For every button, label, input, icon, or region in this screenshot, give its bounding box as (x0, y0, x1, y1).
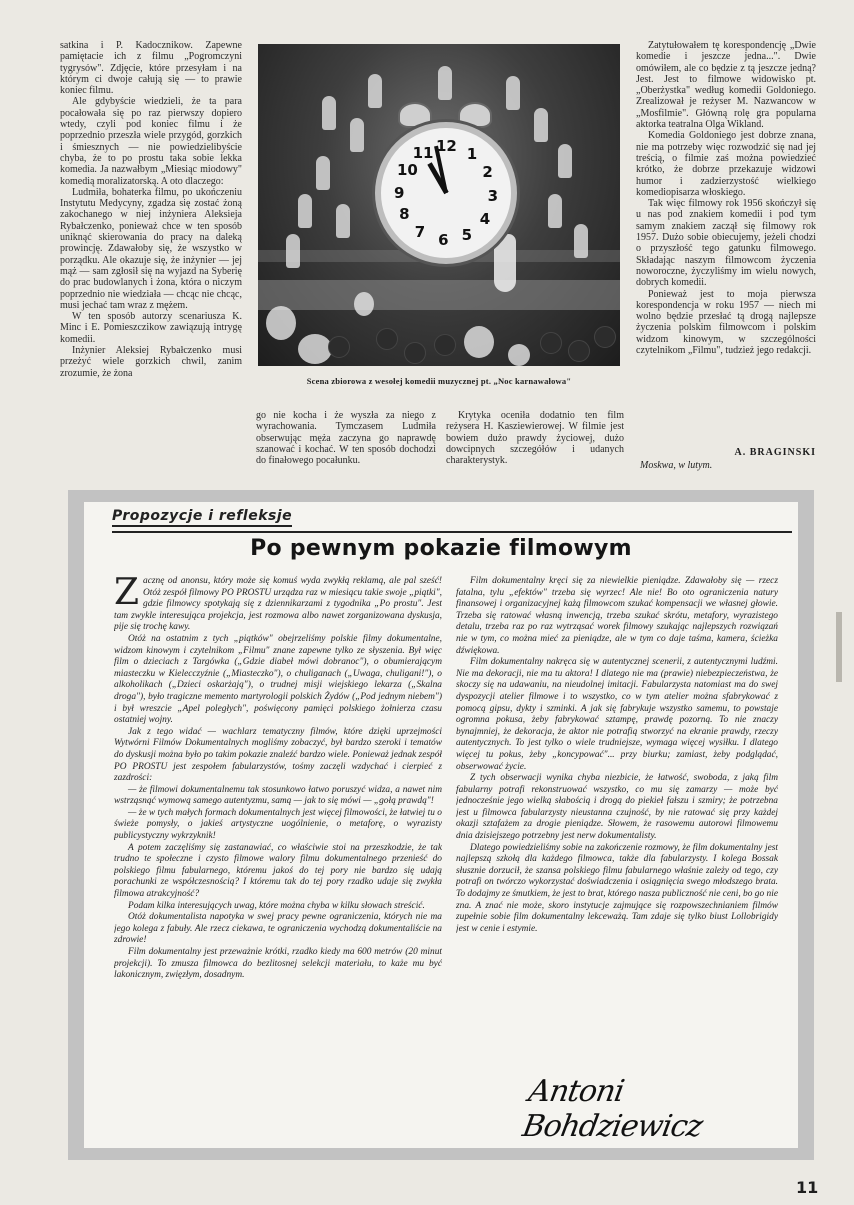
paragraph: Podam kilka interesujących uwag, które można chyba w kilku słowach streścić. (128, 900, 425, 911)
paragraph: Zacznę od anonsu, który może się komuś wyda zwykłą reklamą, ale pal sześć! Otóż zespół filmowy PO PROSTU urządza raz w miesiącu takie swoje „piątki", gdzie filmowcy spotykają się z dziennikarzami z tygodnika „Po prostu". Jest tam zwykle interesująca projekcja, jest rozmowa albo nawet zorganizowana dyskusja, pije się trochę kawy. (114, 576, 442, 633)
paragraph: — że filmowi dokumentalnemu tak stosunkowo łatwo poruszyć widza, a nawet nim wstrząsnąć wymową samego autentyzmu, samą — jak to się mówi — „gołą prawdą"! (114, 784, 442, 807)
clock-number: 11 (412, 143, 434, 162)
boxed-article-right-column (456, 576, 778, 1006)
article-headline: Po pewnym pokazie filmowym (250, 536, 632, 561)
clock-number: 7 (414, 223, 426, 241)
clock-number: 2 (482, 163, 493, 182)
top-article-right-column (636, 40, 816, 450)
paragraph: Otóż dokumentalista napotyka w swej pracy pewne ograniczenia, których nie ma jego kolega z fabuły. Ale rzecz ciekawa, te ograniczenia wychodzą dokumentaliście na zdrowie! (114, 912, 442, 946)
rubric-underline (112, 531, 792, 533)
paragraph: Film dokumentalny kręci się za niewielkie pieniądze. Zdawałoby się — rzecz fatalna, tylu „efektów" trzeba się wyrzec! Ale nie! Bo oto ograniczenia natury finansowej i organizacyjnej każą filmowcom szukać kompensacji we własnej głowie. Trzeba się ratować własną inwencją, trzeba szukać skrótu, metafory, wyrazistego detalu, trzeba raz po raz wytrząsać worek filmowy szukając najlepszych rozwiązań nie w tym, co można mieć za pieniądze, ale w tym co daje taśma, kamera, ścieżka dźwiękowa. (456, 576, 778, 656)
clock-number: 5 (461, 225, 473, 244)
page-number: 11 (796, 1178, 819, 1197)
paragraph: Otóż na ostatnim z tych „piątków" obejrzeliśmy polskie filmy dokumentalne, widzom kinowym i czytelnikom „Filmu" znane zapewne tylko ze słyszenia. Był więc film o dzieciach z Targówka („Gdzie diabeł mówi dobranoc"), o obumierającym miasteczku w Kielecczyźnie („Miasteczko"), o chuliganach („Uwaga, chuligani!"), o alkoholikach („Dzieci oskarżają"), o trudnej misji wiejskiego lekarza („Skalna droga"), było tragiczne memento martyrologii polskich Żydów („Pod jednym niebem") i był wreszcie „Apel poległych", poświęcony pamięci polskiego żołnierza czasu ostatniej wojny. (114, 633, 442, 726)
paragraph: Ponieważ jest to moja pierwsza korespondencja w roku 1957 — niech mi wolno będzie przesłać tą drogą najlepsze życzenia polskim filmowcom i polskim widzom kinowym, w szczególności czytelnikom „Filmu", tudzież jego redakcji. (636, 288, 816, 357)
paragraph: Dlatego powiedzieliśmy sobie na zakończenie rozmowy, że film dokumentalny jest najlepszą szkołą dla każdego filmowca, także dla fabularzysty. I kolega Bossak słusznie dorzucił, że szansa polskiego filmu fabularnego właśnie zależy od tego, czy potrafi on twórczo wykorzystać doświadczenia i osiągnięcia swego młodszego brata. To dodajmy ze śmutkiem, że jest to brat, którego nasza publiczność nie ceni, bo go nie zna. A znać nie może, skoro instytucje zajmujące się rozpowszechnianiem filmów zupełnie sobie film dokumentalny lekceważą. Tam zdaje się tylko biust Lollobrigidy jest w cenie i estymie. (456, 842, 778, 934)
clock-prop (375, 122, 517, 264)
clock-number: 3 (487, 186, 499, 205)
paragraph: A potem zaczęliśmy się zastanawiać, co właściwie stoi na przeszkodzie, że tak trudno te społeczne i czysto filmowe walory filmu dokumentalnego przenieść do polskiego filmu fabularnego, któremu jakoś do tej pory nie bardzo się udają porachunki ze współczesnością? I któremu tak do tej pory rzadko udaje się zwykła filmowa atrakcyjność? (114, 842, 442, 900)
paragraph: Z tych obserwacji wynika chyba niezbicie, że łatwość, swoboda, z jaką film fabularny potrafi rekonstruować wszystko, co mu się zamarzy — może być jednocześnie jego wielką słabością i drogą do piekieł fałszu i szmiry; że potrzebna jest u filmowca fabularzysty nieustanna czujność, by nie ratować się przy każdej okazji sztafażem za drogie pieniądze. Słowem, że rasowemu autorowi filmowemu dnia dzisiejszego potrzebny jest nerw dokumentalisty. (456, 773, 778, 842)
clock-number: 8 (399, 204, 410, 223)
top-article-left-column (60, 40, 242, 480)
paragraph: Zatytułowałem tę korespondencję „Dwie komedie i jeszcze jedna...". Dwie omówiłem, ale co będzie z tą jeszcze jedną? Jest. Jest to filmowe widowisko pt. „Oberżystka" według komedii Goldoniego. Zrealizował je reżyser M. Nazwancow w „Mosfilmie". Główną rolę gra popularna aktorka teatralna Olga Wikland. (636, 40, 816, 131)
top-article-mid-column-2 (446, 410, 624, 480)
boxed-article-left-column (114, 576, 442, 1136)
paragraph: Jak z tego widać — wachlarz tematyczny filmów, które dzięki uprzejmości Wytwórni Filmów Dokumentalnych mogliśmy zobaczyć, był bardzo szeroki i tematów do dyskusji można było po takim pokazie znaleźć bardzo wiele. Ponieważ jednak zespół PO PROSTU jest zespołem fabularzystów, tośmy zaczęli wzdychać i cierpieć z zazdrości: (114, 726, 442, 784)
paragraph: go nie kocha i że wyszła za niego z wyrachowania. Tymczasem Ludmiła obserwując męża zaczyna go naprawdę szanować i kochać. W ten sposób dochodzi do finałowego pocałunku. (256, 410, 436, 467)
place-date: Moskwa, w lutym. (640, 460, 713, 471)
clock-number: 10 (397, 160, 418, 179)
clock-number: 6 (438, 230, 449, 249)
paragraph: Komedia Goldoniego jest dobrze znana, nie ma potrzeby więc rozwodzić się nad jej treścią, o filmie zaś można powiedzieć krótko, że dobrze przekazuje widzowi humor i zadzierzystość wielkiego komediopisarza włoskiego. (636, 130, 816, 198)
clock-number: 1 (466, 145, 478, 163)
page-edge-mark (836, 612, 842, 682)
author-signature (636, 446, 816, 472)
paragraph: Film dokumentalny jest przeważnie krótki, rzadko kiedy ma 600 metrów (20 minut projekcji). To zmusza filmowca do bezlitosnej selekcji materiału, to każe mu być lakonicznym, zwięzłym, dosadnym. (114, 947, 442, 981)
paragraph: W ten sposób autorzy scenariusza K. Minc i E. Pomieszczikow zawiązują intrygę komedii. (60, 311, 242, 345)
top-article-mid-column-1 (256, 410, 436, 480)
clock-number: 4 (479, 210, 491, 228)
paragraph: — że w tych małych formach dokumentalnych jest więcej filmowości, że łatwiej tu o świeże pomysły, o jakieś artystyczne uogólnienie, o metaforę, o wyrazisty publicystyczny wykrzyknik! (114, 807, 442, 842)
handwritten-signature: Antoni Bohdziewicz (519, 1074, 705, 1144)
paragraph: Ale gdybyście wiedzieli, że ta para pocałowała się po raz pierwszy dopiero wtedy, czyli pod koniec filmu i że poprzednio przeszła wiele przygód, gorzkich i śmiesznych — nie powiedzielibyście chyba, że to po prostu taka sobie lekka komedia. Ja nazwałbym „Miesiąc miodowy" komedią moralizatorską. A oto dlaczego: (60, 96, 242, 187)
paragraph: Inżynier Aleksiej Rybałczenko musi przeżyć wiele gorzkich chwil, zanim zrozumie, że żona (60, 345, 242, 379)
photo-caption: Scena zbiorowa z wesołej komedii muzycznej pt. „Noc karnawałowa" (306, 376, 572, 386)
rubric-title: Propozycje i refleksje (112, 508, 292, 527)
film-still-photo (258, 44, 620, 366)
paragraph: Ludmiła, bohaterka filmu, po ukończeniu Instytutu Medycyny, zgadza się zostać żoną zakochanego w niej inżyniera Aleksieja Rybałczenko, ponieważ chce w ten sposób uniknąć skierowania do pracy na daleką prowincję. Zdawałoby się, że wszystko w porządku. Ale okazuje się, że inżynier — jej mąż — sam zgłosił się na wyjazd na Syberię do prac budowlanych i żona, która o niczym poprzednio nie wiedziała — chcąc nie chcąc, musi jechać tam wraz z mężem. (60, 186, 242, 311)
paragraph: Krytyka oceniła dodatnio ten film reżysera H. Kasziewierowej. W filmie jest bowiem dużo prawdy życiowej, dużo dowcipnych szczegółów i udanych charakterystyk. (446, 410, 624, 467)
boxed-article-inner (84, 502, 798, 1148)
paragraph: Film dokumentalny nakręca się w autentycznej scenerii, z autentycznymi ludźmi. Nie ma dekoracji, nie ma tu aktora! I dlatego nie ma (prawie) niebezpieczeństwa, że skoczy się na udawaniu, na nieudolnej imitacji. Fabularzysta natomiast ma do swej dyspozycji atelier filmowe i to wszystko, co w tym atelier można sfabrykować z pomocą gipsu, dykty i szminki. A jak się fabrykuje wszystko samemu, to powstaje ogromna pokusa, żeby fabrykować sztampę, prawdę pozorną. To nie znaczy bynajmniej, że dekoracja, że aktor nie potrafią stworzyć na ekranie prawdy, rzeczy autentycznych. To jest tylko o wiele trudniejsze, wymaga więcej wysiłku. I dlatego więcej tu pokus, żeby „koncypować"... przy biurku; zamiast, żeby podglądać, obserwować życie. (456, 657, 778, 772)
paragraph: satkina i P. Kadocznikow. Zapewne pamiętacie ich z filmu „Pogromczyni tygrysów". Zdjęcie, które przesyłam i na którym ci dwoje całują się — to prawie koniec filmu. (60, 40, 242, 97)
boxed-article (68, 490, 814, 1160)
drop-cap: Z (114, 576, 140, 613)
clock-number: 12 (436, 137, 457, 156)
paragraph: Tak więc filmowy rok 1956 skończył się u nas pod znakiem komedii i pod tym samym znakiem zaczął się filmowy rok 1957. Dużo sobie obiecujemy, jeżeli chodzi o przyszłość tego gatunku filmowego. Składając naszym filmowcom życzenia noworoczne, życzyliśmy im wielu nowych, dobrych komedii. (636, 198, 816, 289)
author-name: A. BRAGINSKI (734, 447, 816, 458)
clock-number: 9 (393, 184, 405, 202)
